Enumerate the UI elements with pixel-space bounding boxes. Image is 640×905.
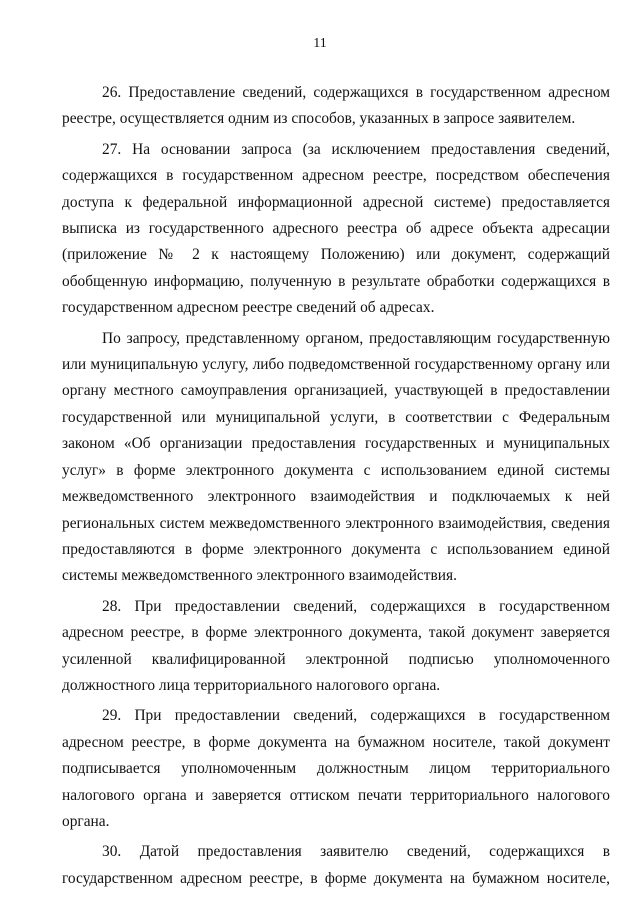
paragraph-28: 28. При предоставлении сведений, содержащихся в государственном адресном реестре, в форме электронного документа, такой документ заверяется усиленной квалифицированной электронной подписью уполномоченного должностного лица территориального налогового органа. xyxy=(62,597,610,694)
page-number: 11 xyxy=(313,36,327,51)
document-body xyxy=(62,80,610,896)
paragraph-30: 30. Датой предоставления заявителю сведений, содержащихся в государственном адресном реестре, в форме документа на бумажном носителе, xyxy=(62,843,610,887)
paragraph-26: 26. Предоставление сведений, содержащихся в государственном адресном реестре, осуществляется одним из способов, указанных в запросе заявителем. xyxy=(62,84,610,128)
paragraph-27: 27. На основании запроса (за исключением предоставления сведений, содержащихся в государственном адресном реестре, посредством обеспечения доступа к федеральной информационной адресной системе) предоставляется выписка из государственного адресного реестра об адресе объекта адресации (приложение № 2 к настоящему Положению) или документ, содержащий обобщенную информацию, полученную в результате обработки содержащихся в государственном адресном реестре сведений об адресах. xyxy=(62,140,610,317)
paragraph-interagency-request: По запросу, представленному органом, предоставляющим государственную или муниципальную услугу, либо подведомственной государственному органу или органу местного самоуправления организацией, участвующей в предоставлении государственной или муниципальной услуги, в соответствии с Федеральным законом «Об организации предоставления государственных и муниципальных услуг» в форме электронного документа с использованием единой системы межведомственного электронного взаимодействия и подключаемых к ней региональных систем межведомственного электронного взаимодействия, сведения предоставляются в форме электронного документа с использованием единой системы межведомственного электронного взаимодействия. xyxy=(62,329,610,585)
paragraph-29: 29. При предоставлении сведений, содержащихся в государственном адресном реестре, в форме документа на бумажном носителе, такой документ подписывается уполномоченным должностным лицом территориального налогового органа и заверяется оттиском печати территориального налогового органа. xyxy=(62,707,610,830)
